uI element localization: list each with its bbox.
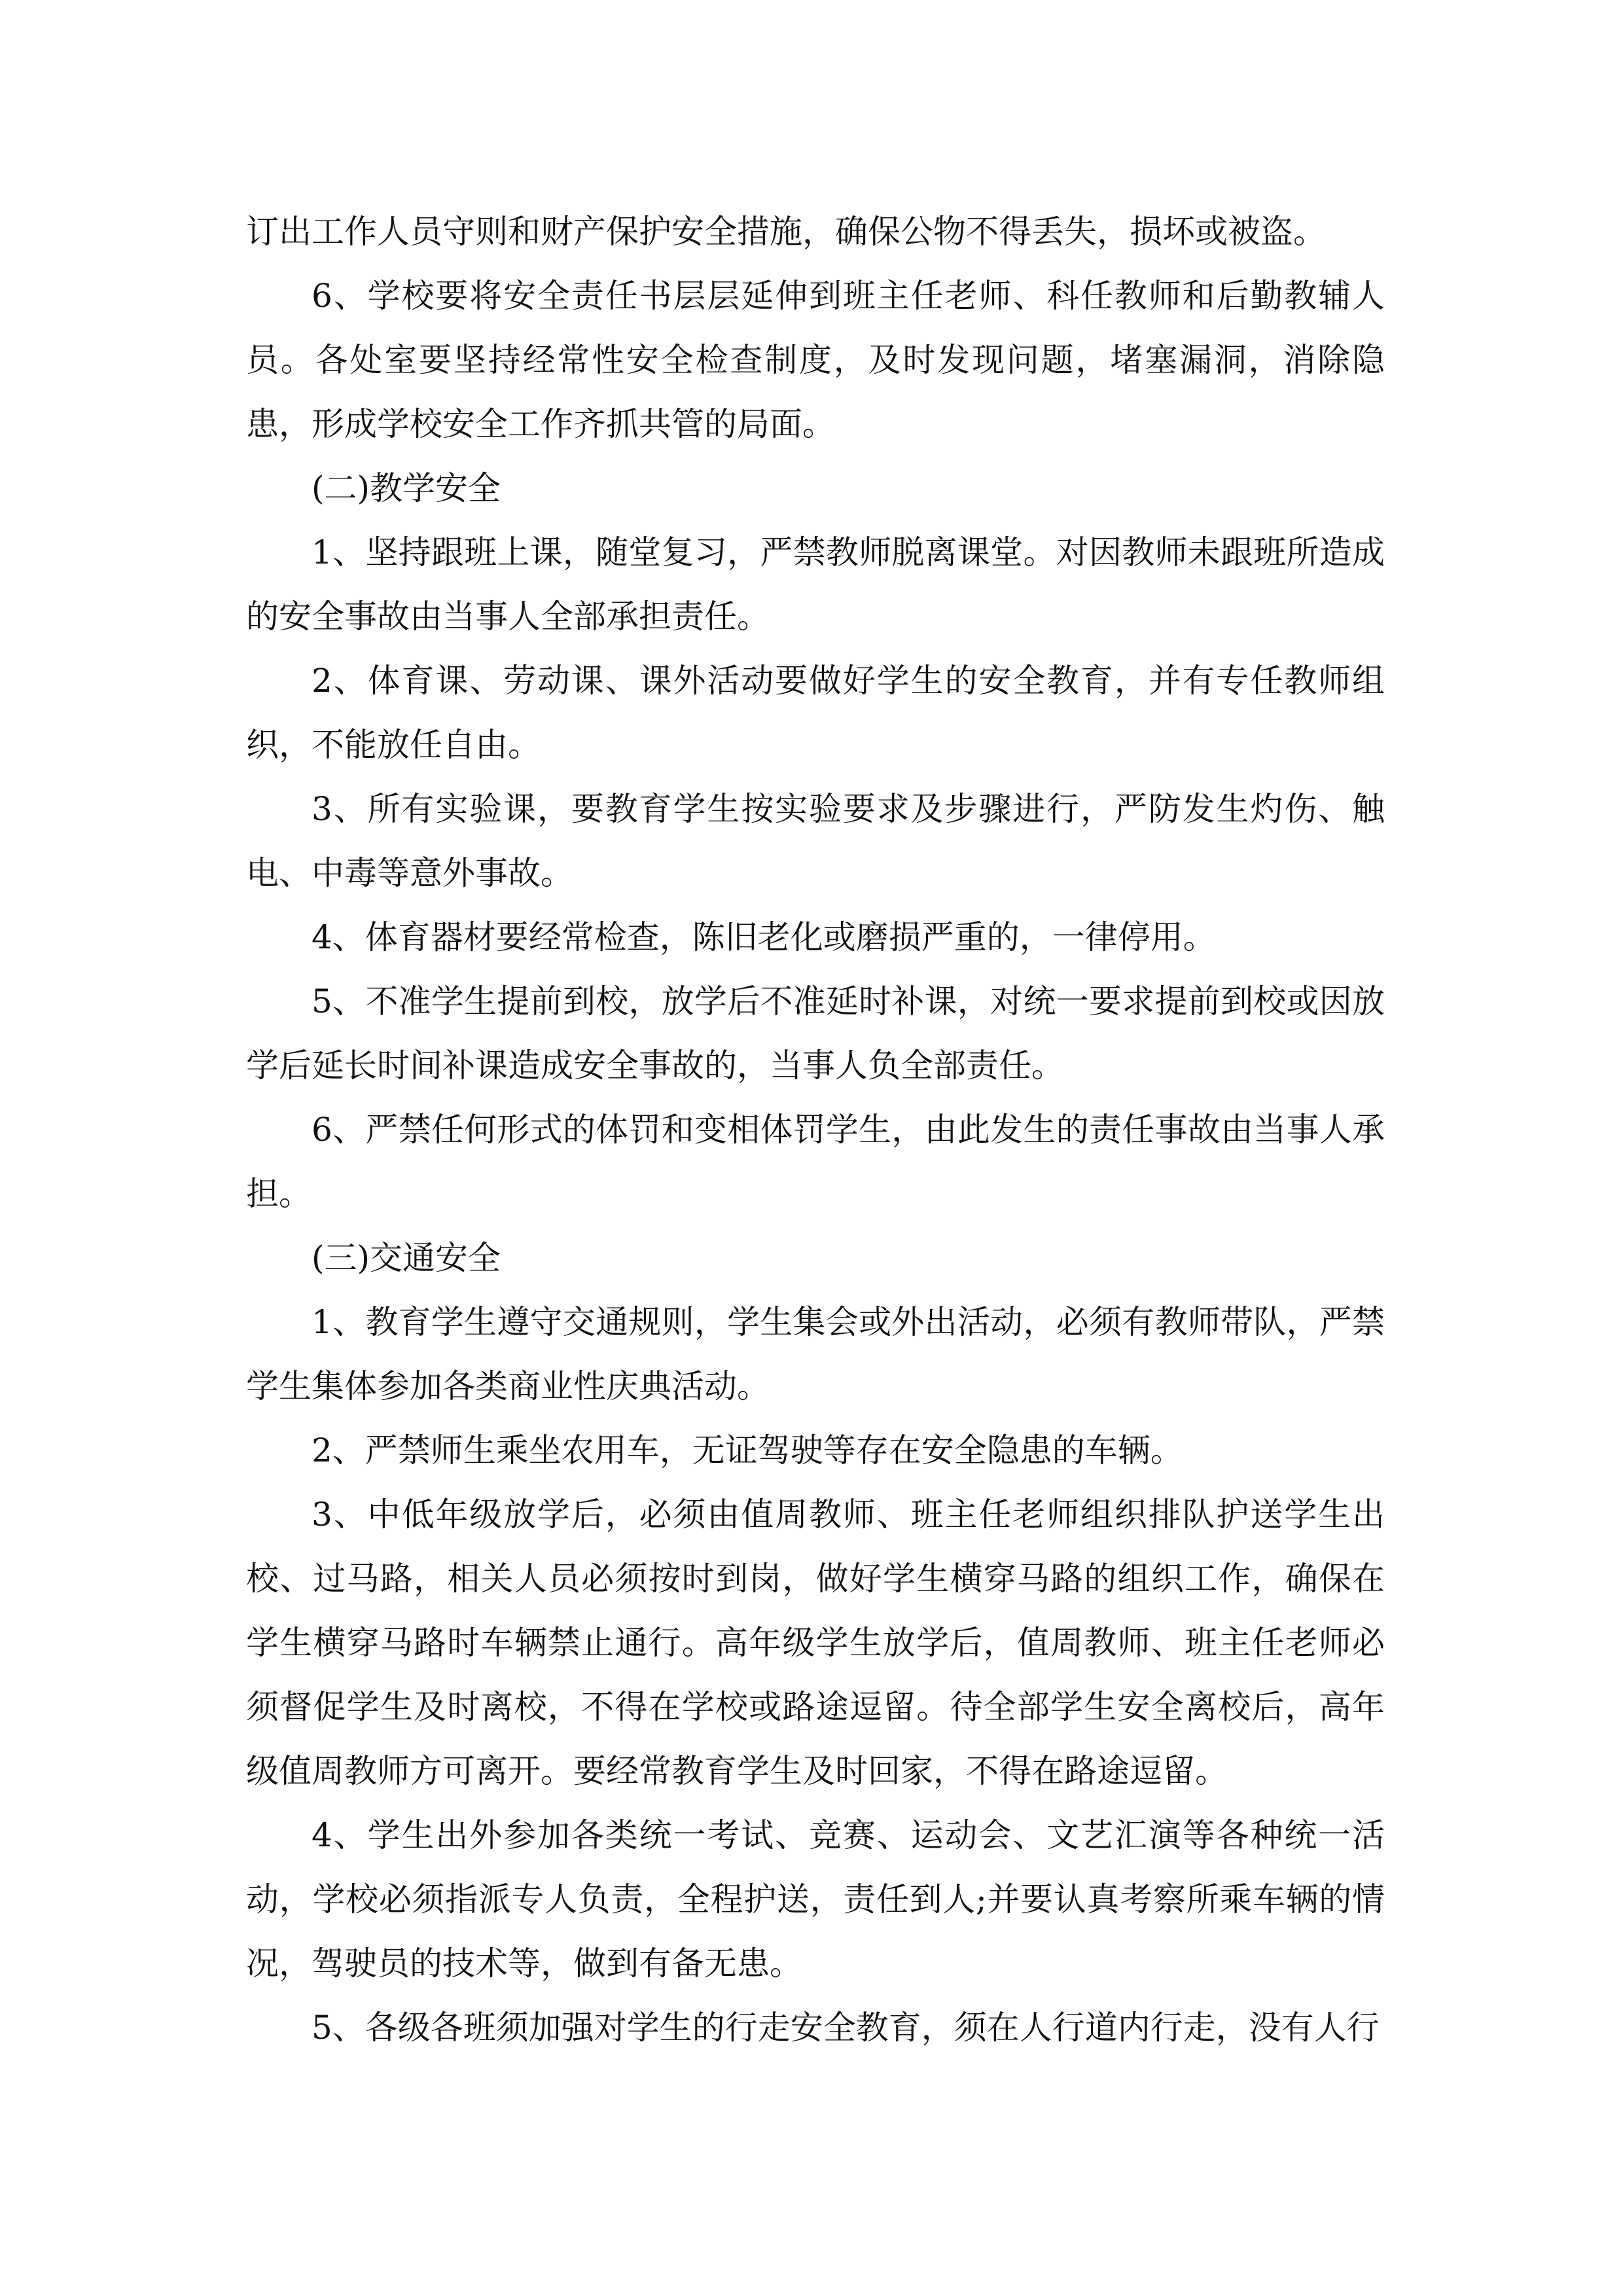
paragraph-teaching-5: 5、不准学生提前到校，放学后不准延时补课，对统一要求提前到校或因放学后延长时间补课造成安全事故的，当事人负全部责任。: [246, 982, 1385, 1085]
paragraph-teaching-2: 2、体育课、劳动课、课外活动要做好学生的安全教育，并有专任教师组织，不能放任自由。: [246, 662, 1385, 764]
paragraph-teaching-1: 1、坚持跟班上课，随堂复习，严禁教师脱离课堂。对因教师未跟班所造成的安全事故由当事人全部承担责任。: [246, 533, 1385, 636]
section-heading-teaching-safety: (二)教学安全: [312, 469, 501, 507]
document-page: [246, 200, 1385, 2060]
paragraph-responsibility: 6、学校要将安全责任书层层延伸到班主任老师、科任教师和后勤教辅人员。各处室要坚持经常性安全检查制度，及时发现问题，堵塞漏洞，消除隐患，形成学校安全工作齐抓共管的局面。: [246, 277, 1385, 443]
paragraph-traffic-1: 1、教育学生遵守交通规则，学生集会或外出活动，必须有教师带队，严禁学生集体参加各类商业性庆典活动。: [246, 1303, 1385, 1405]
paragraph-teaching-6: 6、严禁任何形式的体罚和变相体罚学生，由此发生的责任事故由当事人承担。: [246, 1111, 1385, 1213]
paragraph-traffic-3: 3、中低年级放学后，必须由值周教师、班主任老师组织排队护送学生出校、过马路，相关人员必须按时到岗，做好学生横穿马路的组织工作，确保在学生横穿马路时车辆禁止通行。高年级学生放学后，值周教师、班主任老师必须督促学生及时离校，不得在学校或路途逗留。待全部学生安全离校后，高年级值周教师方可离开。要经常教育学生及时回家，不得在路途逗留。: [246, 1496, 1385, 1790]
paragraph-continuation: 订出工作人员守则和财产保护安全措施，确保公物不得丢失，损坏或被盗。: [246, 213, 1326, 251]
paragraph-teaching-4: 4、体育器材要经常检查，陈旧老化或磨损严重的，一律停用。: [312, 918, 1216, 956]
paragraph-traffic-2: 2、严禁师生乘坐农用车，无证驾驶等存在安全隐患的车辆。: [312, 1431, 1183, 1469]
paragraph-traffic-4: 4、学生出外参加各类统一考试、竞赛、运动会、文艺汇演等各种统一活动，学校必须指派专人负责，全程护送，责任到人;并要认真考察所乘车辆的情况，驾驶员的技术等，做到有备无患。: [246, 1816, 1385, 1982]
paragraph-traffic-5: 5、各级各班须加强对学生的行走安全教育，须在人行道内行走，没有人行: [312, 2009, 1380, 2047]
paragraph-teaching-3: 3、所有实验课，要教育学生按实验要求及步骤进行，严防发生灼伤、触电、中毒等意外事故。: [246, 790, 1385, 892]
section-heading-traffic-safety: (三)交通安全: [312, 1239, 501, 1277]
